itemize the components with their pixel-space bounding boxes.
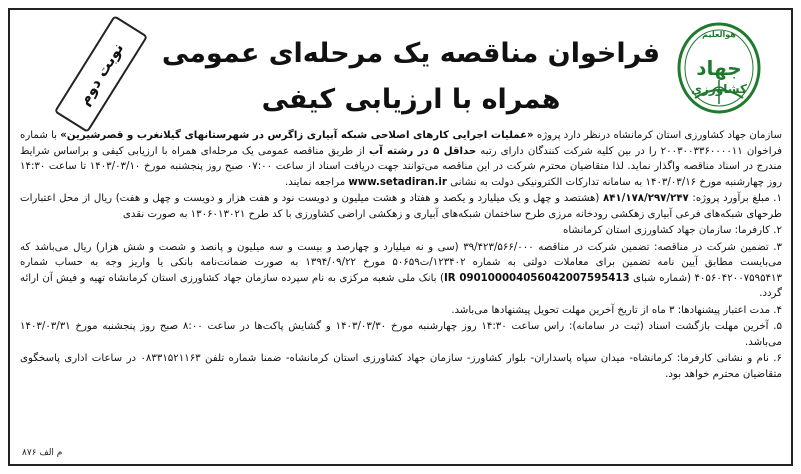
item-address: ۶. نام و نشانی کارفرما: کرمانشاه- میدان سپاه پاسداران- بلوار کشاورز- سازمان جهاد کشاورزی استان کرمانشاه- ضمنا شماره تلفن ۰۸۳۳۱۵۲۱۱۶۳ در ساعات اداری پاسخگوی متقاضیان محترم خواهد بود.: [20, 353, 783, 380]
logo-top-text: هوالعلیم: [702, 30, 736, 39]
item-deadline: ۵. آخرین مهلت بازگشت اسناد (ثبت در سامانه): راس ساعت ۱۴:۳۰ روز چهارشنبه مورخ ۱۴۰۳/۰۳/۳۰ و گشایش پاکت‌ها در ساعت ۸:۰۰ صبح روز پنجشنبه مورخ ۱۴۰۳/۰۳/۳۱ می‌باشد.: [20, 321, 783, 348]
logo-main-text: جهاد: [696, 56, 742, 80]
round-ribbon: نوبت دوم: [54, 15, 148, 133]
item-estimate: ۱. مبلغ برآورد پروژه: ۸۴۱/۱۷۸/۲۹۷/۲۴۷ (هشتصد و چهل و یک میلیارد و یکصد و هفتاد و هشت میلیون و دویست نود و هفت هزار و دویست و چهل و هفت) ریال از محل اعتبارات طرحهای شبکه‌های فرعی آبیاری زهکشی رودخانه مرزی طرح ساختمان شبکه‌های آبیاری و زهکشی اراضی کشاورزی با کد طرح ۱۳۰۶۰۱۳۰۲۱ به صورت نقدی: [20, 193, 782, 220]
reference-code: م الف ۸۷۶: [22, 448, 63, 458]
project-name: «عملیات اجرایی کارهای اصلاحی شبکه آبیاری زاگرس در شهرستانهای گیلانغرب و قصرشیرین»: [60, 130, 534, 141]
contractor-rank: حداقل ۵ در رشته آب: [368, 145, 477, 157]
setad-website-link[interactable]: www.setadiran.ir: [348, 176, 447, 188]
estimate-amount: ۸۴۱/۱۷۸/۲۹۷/۲۴۷: [603, 193, 689, 204]
jahad-keshavarzi-logo: [675, 20, 763, 116]
item-validity: ۴. مدت اعتبار پیشنهادها: ۳ ماه از تاریخ آخرین مهلت تحویل پیشنهادها می‌باشد.: [451, 304, 782, 316]
item-guarantee: ۳. تضمین شرکت در مناقصه: تضمین شرکت در مناقصه ۳۹/۴۲۳/۵۶۶/۰۰۰ (سی و نه میلیارد و چهارصد و بیست و سه میلیون و پانصد و شصت و شش هزار) ریال می‌باشد که می‌بایست مطابق آیین نامه تضمین برای معاملات دولتی به شماره ۱۲۳۴۰۲/ت۵۰۶۵۹ مورخ ۱۳۹۴/۰۹/۲۲ به صورت ضمانت‌نامه بانکی یا واریز وجه به حساب شماره ۴۰۵۶۰۴۲۰۰۷۵۹۵۴۱۳ (شماره شبای IR 090100004056042007595413) بانک ملی شعبه مرکزی به نام سپرده سازمان جهاد کشاورزی استان کرمانشاه تهیه و فیش آن ارائه گردد.: [20, 241, 782, 299]
intro-paragraph: سازمان جهاد کشاورزی استان کرمانشاه درنظر دارد پروژه «عملیات اجرایی کارهای اصلاحی شبکه آبیاری زاگرس در شهرستانهای گیلانغرب و قصرشیرین» با شماره فراخوان ۲۰۰۳۰۰۳۳۶۰۰۰۰۱۱ را در بین کلیه شرکت کنندگان دارای رتبه حداقل ۵ در رشته آب از طریق مناقصه عمومی یک مرحله‌ای همراه با ارزیابی کیفی و براساس شرایط مندرج در اسناد مناقصه واگذار نماید. لذا متقاضیان محترم شرکت در این مناقصه می‌توانند جهت دریافت اسناد از ساعت ۰۷:۰۰ صبح روز پنجشنبه مورخ ۱۴۰۳/۰۳/۱۰ تا ساعت ۱۴:۳۰ روز چهارشنبه مورخ ۱۴۰۳/۰۳/۱۶ به سامانه تدارکات الکترونیکی دولت به نشانی www.setadiran.ir مراجعه نمایند.: [20, 130, 783, 188]
notice-header: [0, 0, 801, 128]
notice-title-line1: فراخوان مناقصه یک مرحله‌ای عمومی: [161, 38, 661, 69]
logo-sub-text: کشاورزی: [691, 82, 747, 96]
iban-number: IR 090100004056042007595413: [444, 272, 630, 284]
notice-title-line2: همراه با ارزیابی کیفی: [261, 84, 561, 115]
item-employer: ۲. کارفرما: سازمان جهاد کشاورزی استان کرمانشاه: [563, 225, 782, 236]
notice-body: [20, 128, 782, 383]
